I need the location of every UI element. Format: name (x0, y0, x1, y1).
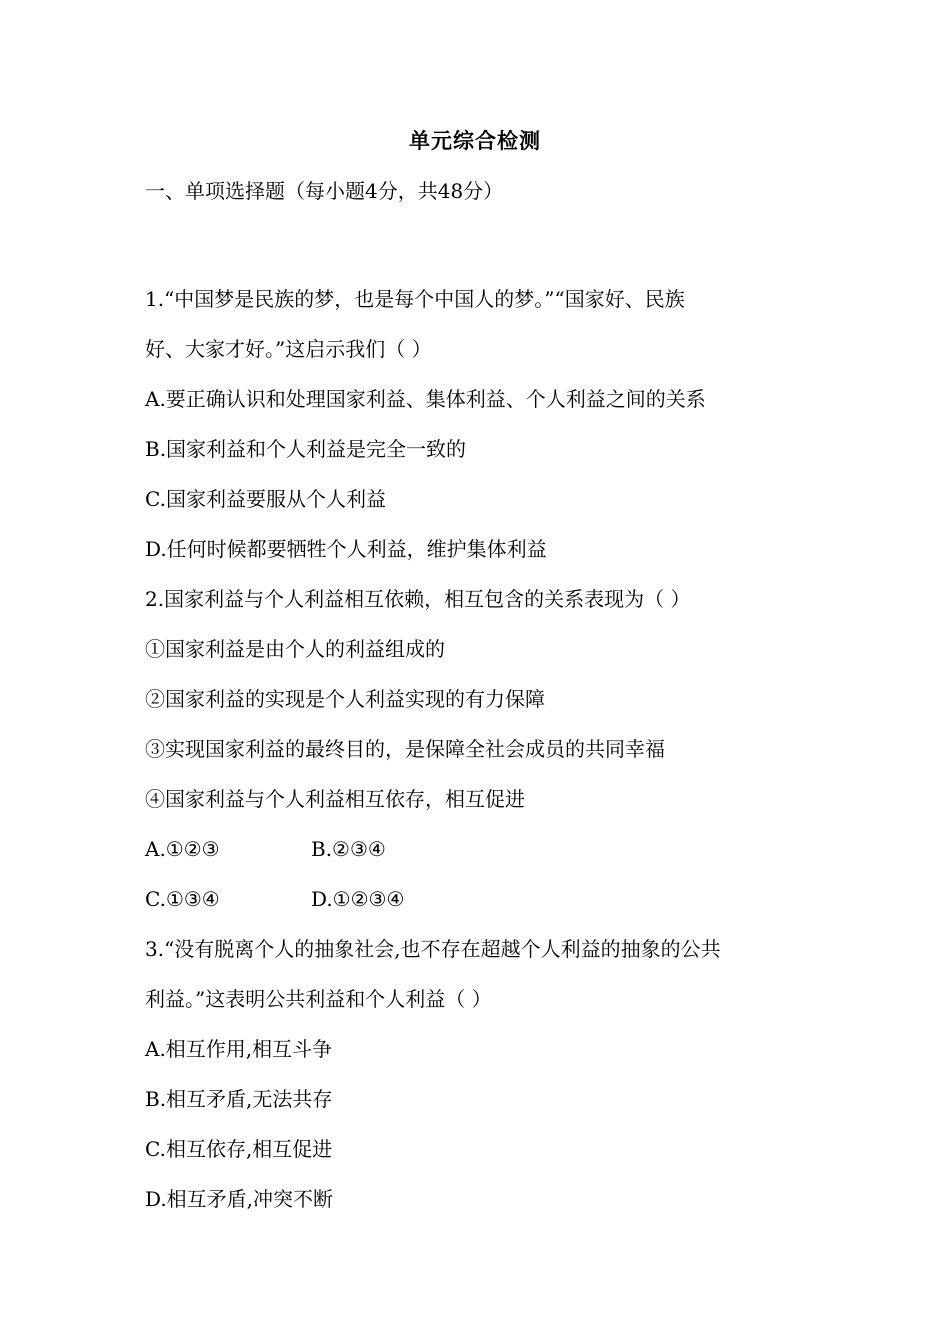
question-2-statement-2: ②国家利益的实现是个人利益实现的有力保障 (145, 687, 545, 711)
question-1-option-d: D.任何时候都要牺牲个人利益，维护集体利益 (145, 537, 547, 561)
question-2-option-row-2 (145, 874, 805, 924)
question-3 (145, 924, 805, 1224)
question-3-stem-line-1: 3.“没有脱离个人的抽象社会,也不存在超越个人利益的抽象的公共 (145, 937, 721, 961)
question-1-option-c: C.国家利益要服从个人利益 (145, 487, 386, 511)
question-2-stem-line-1: 2.国家利益与个人利益相互依赖，相互包含的关系表现为（ ） (145, 587, 691, 611)
question-2-statement-3: ③实现国家利益的最终目的，是保障全社会成员的共同幸福 (145, 737, 665, 761)
section-heading: 一、单项选择题（每小题4分，共48分） (145, 179, 504, 203)
question-1-stem-line-1: 1.“中国梦是民族的梦，也是每个中国人的梦。”“国家好、民族 (145, 287, 685, 311)
question-1-option-b: B.国家利益和个人利益是完全一致的 (145, 437, 467, 461)
question-2-option-c: C.①③④ (145, 887, 220, 911)
question-1 (145, 274, 805, 574)
question-2-option-row-1 (145, 824, 805, 874)
question-list (145, 274, 805, 1224)
question-2 (145, 574, 805, 924)
question-3-stem-line-2: 利益。”这表明公共利益和个人利益（ ） (145, 987, 492, 1011)
question-2-option-b: B.②③④ (311, 837, 386, 861)
page-title: 单元综合检测 (409, 129, 541, 153)
question-2-option-a: A.①②③ (145, 837, 220, 861)
question-1-stem-line-2: 好、大家才好。”这启示我们（ ） (145, 337, 432, 361)
question-3-option-c: C.相互依存,相互促进 (145, 1137, 333, 1161)
question-2-statement-1: ①国家利益是由个人的利益组成的 (145, 637, 445, 661)
question-2-option-d: D.①②③④ (311, 887, 405, 911)
question-2-statement-4: ④国家利益与个人利益相互依存，相互促进 (145, 787, 525, 811)
question-3-option-a: A.相互作用,相互斗争 (145, 1037, 333, 1061)
question-3-option-d: D.相互矛盾,冲突不断 (145, 1187, 334, 1211)
question-3-option-b: B.相互矛盾,无法共存 (145, 1087, 333, 1111)
question-1-option-a: A.要正确认识和处理国家利益、集体利益、个人利益之间的关系 (145, 387, 706, 411)
